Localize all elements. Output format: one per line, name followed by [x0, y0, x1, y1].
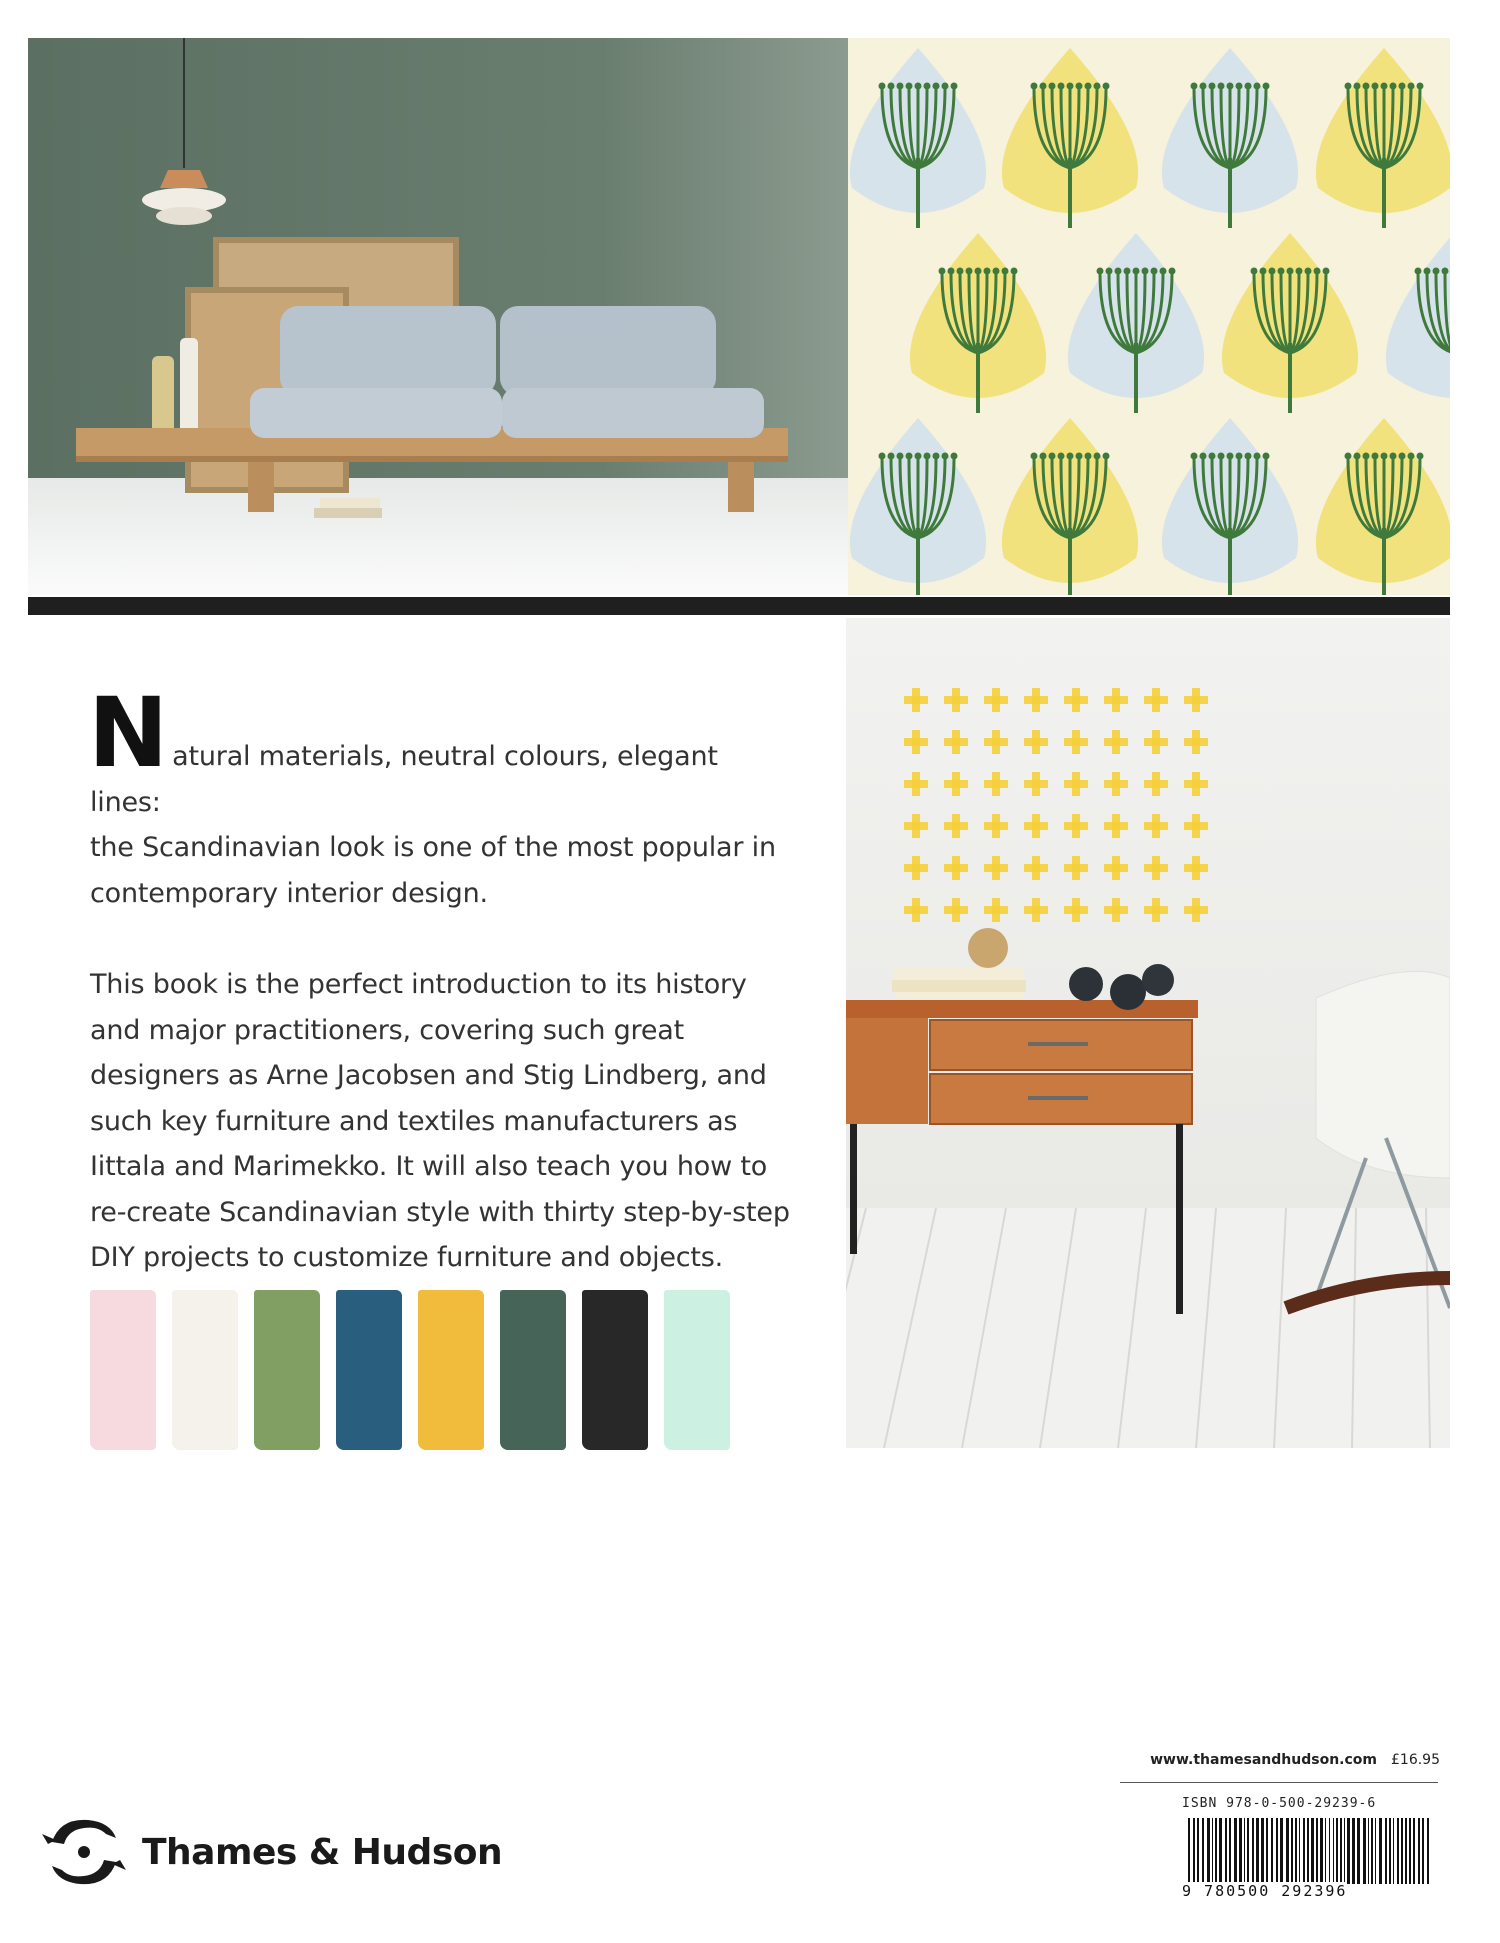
divider-band: [28, 597, 1450, 615]
desk-photo: [846, 618, 1450, 1448]
swatch-pale-pink: [90, 1290, 156, 1450]
leaf-motif: [1316, 48, 1450, 228]
leaf-pattern-photo: [848, 38, 1450, 595]
price-divider: [1120, 1782, 1438, 1783]
swatch-off-white: [172, 1290, 238, 1450]
sofa-photo: [28, 38, 848, 595]
leaf-motif: [1222, 233, 1358, 413]
swatch-mustard-yellow: [418, 1290, 484, 1450]
leaf-motif: [850, 418, 986, 595]
leaf-motif: [1002, 48, 1138, 228]
isbn-text: ISBN 978-0-500-29239-6: [1182, 1796, 1377, 1811]
barcode-digits: 9 780500 292396: [1182, 1882, 1348, 1900]
dolphins-logo-icon: [40, 1812, 128, 1892]
leaf-motif: [1162, 48, 1298, 228]
leaf-motif: [850, 48, 986, 228]
swatch-mint: [664, 1290, 730, 1450]
website-url[interactable]: www.thamesandhudson.com: [1150, 1752, 1377, 1768]
drop-cap: N: [88, 677, 169, 789]
leaf-motif: [1386, 233, 1450, 413]
leaf-motif: [1162, 418, 1298, 595]
publisher-logo: [40, 1812, 502, 1892]
leaf-motif: [910, 233, 1046, 413]
swatch-petrol-blue: [336, 1290, 402, 1450]
publisher-name: Thames & Hudson: [142, 1831, 503, 1873]
leaf-motif: [1316, 418, 1450, 595]
blurb-first-line: atural materials, neutral colours, elegant lines:: [90, 741, 718, 818]
swatch-black: [582, 1290, 648, 1450]
barcode: [1184, 1818, 1436, 1892]
website-and-price: [1150, 1752, 1440, 1768]
blurb-paragraph-2: This book is the perfect introduction to its history and major practitioners, covering such great designers as Arne Jacobsen and Stig Lindberg, and such key furniture and textiles manufacturers as Iittala and Marimekko. It will also teach you how to re-create Scandinavian style with thirty step-by-step DIY projects to customize furniture and objects.: [90, 969, 790, 1273]
swatch-sage-green: [254, 1290, 320, 1450]
swatch-forest-green: [500, 1290, 566, 1450]
leaf-motif: [1068, 233, 1204, 413]
blurb-first-paragraph-rest: the Scandinavian look is one of the most popular in contemporary interior design.: [90, 832, 776, 909]
blurb-paragraph-1: [88, 677, 790, 916]
blurb: [88, 677, 790, 1281]
leaf-motif: [1002, 418, 1138, 595]
price: £16.95: [1391, 1752, 1440, 1768]
